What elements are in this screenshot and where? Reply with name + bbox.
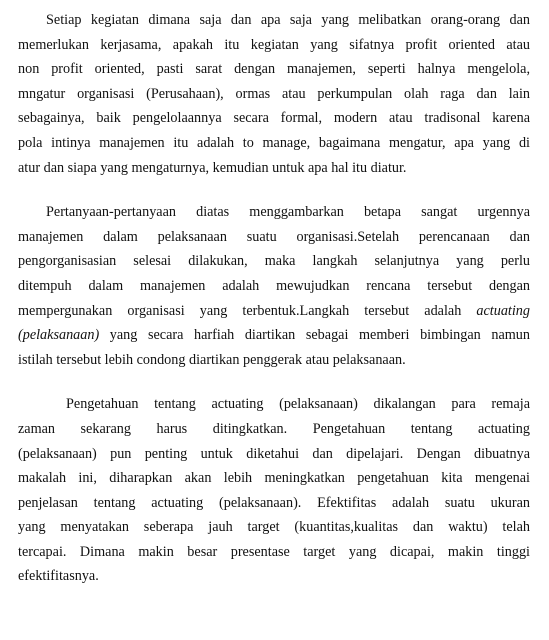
- paragraph-2: [18, 200, 530, 372]
- text-line: ditempuh dalam manajemen adalah mewujudkan rencana tersebut dengan: [18, 277, 530, 294]
- text-line: efektifitasnya.: [18, 568, 99, 585]
- text-line: sebagainya, baik pengelolaannya secara formal, modern atau tradisonal karena: [18, 110, 530, 127]
- text-line: tercapai. Dimana makin besar presentase target yang dicapai, makin tinggi: [18, 543, 530, 560]
- italic-term: actuating: [476, 302, 530, 319]
- text-line: memerlukan kerjasama, apakah itu kegiatan yang sifatnya profit oriented atau: [18, 36, 530, 53]
- text-line: istilah tersebut lebih condong diartikan penggerak atau pelaksanaan.: [18, 351, 406, 368]
- text-line: [18, 323, 530, 348]
- text-line: Pengetahuan tentang actuating (pelaksanaan) dikalangan para remaja: [66, 396, 530, 413]
- text-line: mngatur organisasi (Perusahaan), ormas atau perkumpulan olah raga dan lain: [18, 85, 530, 102]
- document-page: [18, 8, 530, 589]
- text-line: [18, 299, 530, 324]
- italic-term: (pelaksanaan): [18, 327, 100, 344]
- text-segment: mempergunakan organisasi yang terbentuk.Langkah tersebut adalah: [18, 302, 477, 319]
- text-line: penjelasan tentang actuating (pelaksanaan). Efektifitas adalah suatu ukuran: [18, 494, 530, 511]
- text-line: pola intinya manajemen itu adalah to manage, bagaimana mengatur, apa yang di: [18, 134, 530, 151]
- text-segment: yang secara harfiah diartikan sebagai memberi bimbingan namun: [99, 327, 530, 344]
- text-line: pengorganisasian selesai dilakukan, maka langkah selanjutnya yang perlu: [18, 253, 530, 270]
- paragraph-1: [18, 8, 530, 180]
- paragraph-3: [18, 392, 530, 589]
- paragraph-gap: [18, 180, 530, 200]
- text-line: zaman sekarang harus ditingkatkan. Pengetahuan tentang actuating: [18, 420, 530, 437]
- paragraph-gap: [18, 372, 530, 392]
- text-line: makalah ini, diharapkan akan lebih meningkatkan pengetahuan kita mengenai: [18, 470, 530, 487]
- text-line: atur dan siapa yang mengaturnya, kemudian untuk apa hal itu diatur.: [18, 159, 407, 176]
- text-line: yang menyatakan seberapa jauh target (kuantitas,kualitas dan waktu) telah: [18, 519, 530, 536]
- text-line: Pertanyaan-pertanyaan diatas menggambarkan betapa sangat urgennya: [46, 204, 530, 221]
- text-line: manajemen dalam pelaksanaan suatu organisasi.Setelah perencanaan dan: [18, 228, 530, 245]
- text-line: Setiap kegiatan dimana saja dan apa saja yang melibatkan orang-orang dan: [46, 12, 530, 28]
- text-line: (pelaksanaan) pun penting untuk diketahui dan dipelajari. Dengan dibuatnya: [18, 445, 530, 462]
- text-line: non profit oriented, pasti sarat dengan manajemen, seperti halnya mengelola,: [18, 61, 530, 78]
